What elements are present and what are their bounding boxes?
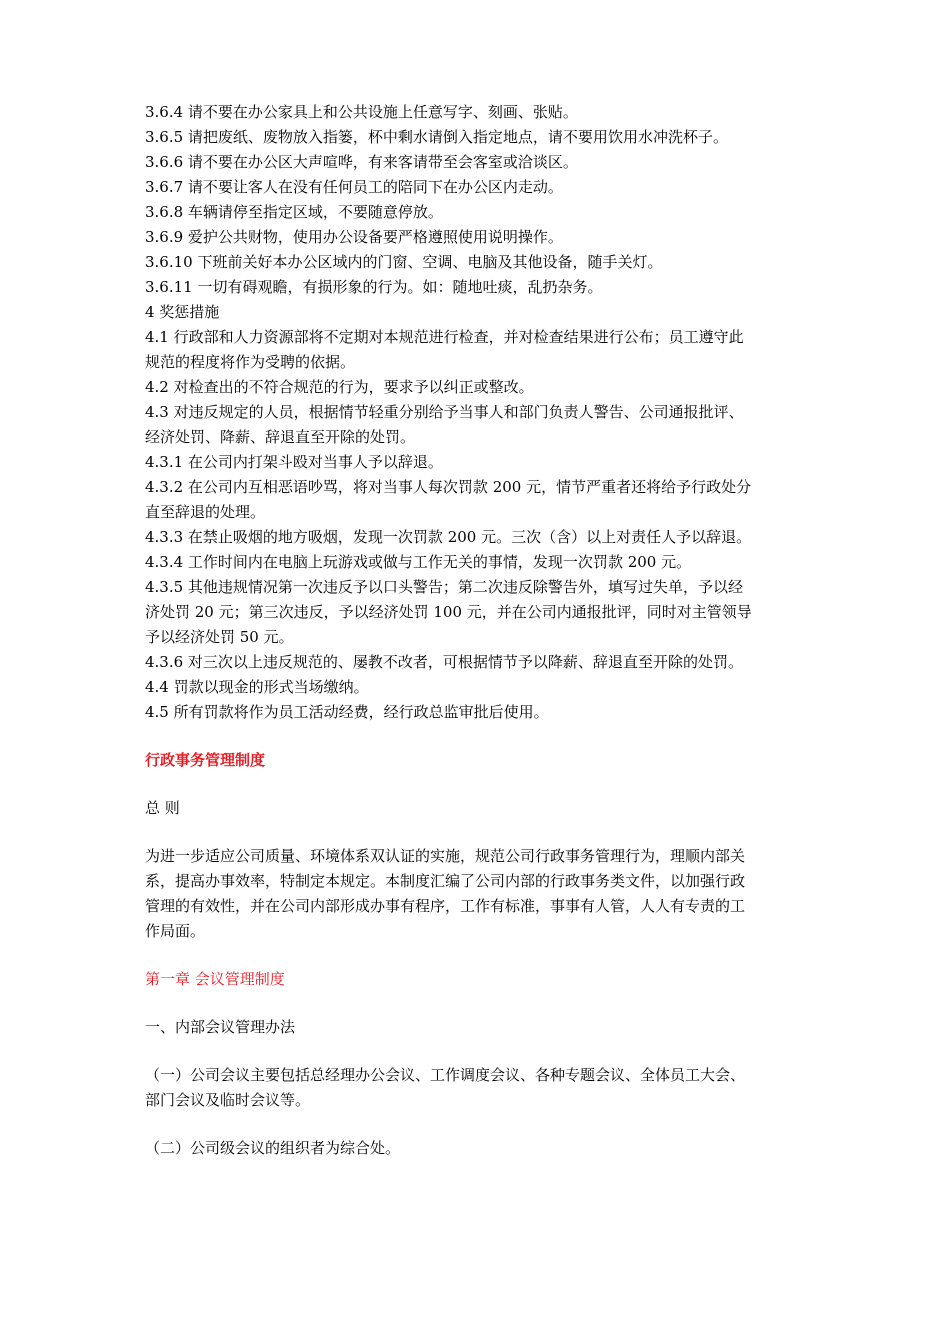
- rule-3-6-7: 3.6.7 请不要让客人在没有任何员工的陪同下在办公区内走动。: [145, 178, 563, 196]
- rule-4-1-line2: 规范的程度将作为受聘的依据。: [145, 353, 356, 371]
- item1-line1: （一）公司会议主要包括总经理办公会议、工作调度会议、各种专题会议、全体员工大会、: [145, 1066, 746, 1084]
- spacer: [145, 944, 825, 967]
- sub1-heading: 一、内部会议管理办法: [145, 1018, 296, 1036]
- rule-4-3-5-line3: 予以经济处罚 50 元。: [145, 628, 294, 646]
- section-4-heading: 4 奖惩措施: [145, 303, 220, 321]
- rule-4-3-line2: 经济处罚、降薪、辞退直至开除的处罚。: [145, 428, 416, 446]
- general-text-line3: 管理的有效性，并在公司内部形成办事有程序，工作有标准，事事有人管，人人有专责的工: [145, 897, 746, 915]
- spacer: [145, 992, 825, 1015]
- general-heading: 总 则: [145, 799, 180, 817]
- item2: （二）公司级会议的组织者为综合处。: [145, 1139, 401, 1157]
- rule-4-3-2-line2: 直至辞退的处理。: [145, 503, 266, 521]
- spacer: [145, 821, 825, 844]
- rule-4-3-5-line2: 济处罚 20 元；第三次违反，予以经济处罚 100 元，并在公司内通报批评，同时对主管领导: [145, 603, 752, 621]
- chapter1-title: 第一章 会议管理制度: [145, 970, 285, 988]
- spacer: [145, 725, 825, 748]
- rule-3-6-6: 3.6.6 请不要在办公区大声喧哗，有来客请带至会客室或洽谈区。: [145, 153, 578, 171]
- rule-4-3-1: 4.3.1 在公司内打架斗殴对当事人予以辞退。: [145, 453, 443, 471]
- rule-3-6-4: 3.6.4 请不要在办公家具上和公共设施上任意写字、刻画、张贴。: [145, 103, 578, 121]
- rule-4-3-6: 4.3.6 对三次以上违反规范的、屡教不改者，可根据情节予以降薪、辞退直至开除的处罚。: [145, 653, 743, 671]
- rule-4-1-line1: 4.1 行政部和人力资源部将不定期对本规范进行检查，并对检查结果进行公布；员工遵守此: [145, 328, 744, 346]
- rule-4-2: 4.2 对检查出的不符合规范的行为，要求予以纠正或整改。: [145, 378, 534, 396]
- general-text-line2: 系，提高办事效率，特制定本规定。本制度汇编了公司内部的行政事务类文件，以加强行政: [145, 872, 746, 890]
- spacer: [145, 1040, 825, 1063]
- rule-3-6-8: 3.6.8 车辆请停至指定区域，不要随意停放。: [145, 203, 443, 221]
- rule-3-6-5: 3.6.5 请把废纸、废物放入指篓，杯中剩水请倒入指定地点，请不要用饮用水冲洗杯子。: [145, 128, 728, 146]
- general-text-line1: 为进一步适应公司质量、环境体系双认证的实施，规范公司行政事务管理行为，理顺内部关: [145, 847, 746, 865]
- document-page: [145, 100, 825, 1161]
- rule-3-6-10: 3.6.10 下班前关好本办公区域内的门窗、空调、电脑及其他设备，随手关灯。: [145, 253, 663, 271]
- item1-line2: 部门会议及临时会议等。: [145, 1091, 311, 1109]
- spacer: [145, 1113, 825, 1136]
- rule-4-3-4: 4.3.4 工作时间内在电脑上玩游戏或做与工作无关的事情，发现一次罚款 200 元。: [145, 553, 692, 571]
- rule-4-5: 4.5 所有罚款将作为员工活动经费，经行政总监审批后使用。: [145, 703, 549, 721]
- general-text-line4: 作局面。: [145, 922, 206, 940]
- rule-3-6-11: 3.6.11 一切有碍观瞻，有损形象的行为。如：随地吐痰，乱扔杂务。: [145, 278, 603, 296]
- spacer: [145, 773, 825, 796]
- rule-4-3-2-line1: 4.3.2 在公司内互相恶语吵骂，将对当事人每次罚款 200 元，情节严重者还将给予行政处分: [145, 478, 752, 496]
- rule-4-3-3: 4.3.3 在禁止吸烟的地方吸烟，发现一次罚款 200 元。三次（含）以上对责任人予以辞退。: [145, 528, 752, 546]
- rule-4-4: 4.4 罚款以现金的形式当场缴纳。: [145, 678, 369, 696]
- rule-4-3-5-line1: 4.3.5 其他违规情况第一次违反予以口头警告；第二次违反除警告外，填写过失单，予以经: [145, 578, 743, 596]
- rule-3-6-9: 3.6.9 爱护公共财物，使用办公设备要严格遵照使用说明操作。: [145, 228, 563, 246]
- rule-4-3-line1: 4.3 对违反规定的人员，根据情节轻重分别给予当事人和部门负责人警告、公司通报批评、: [145, 403, 744, 421]
- section-title: 行政事务管理制度: [145, 751, 266, 769]
